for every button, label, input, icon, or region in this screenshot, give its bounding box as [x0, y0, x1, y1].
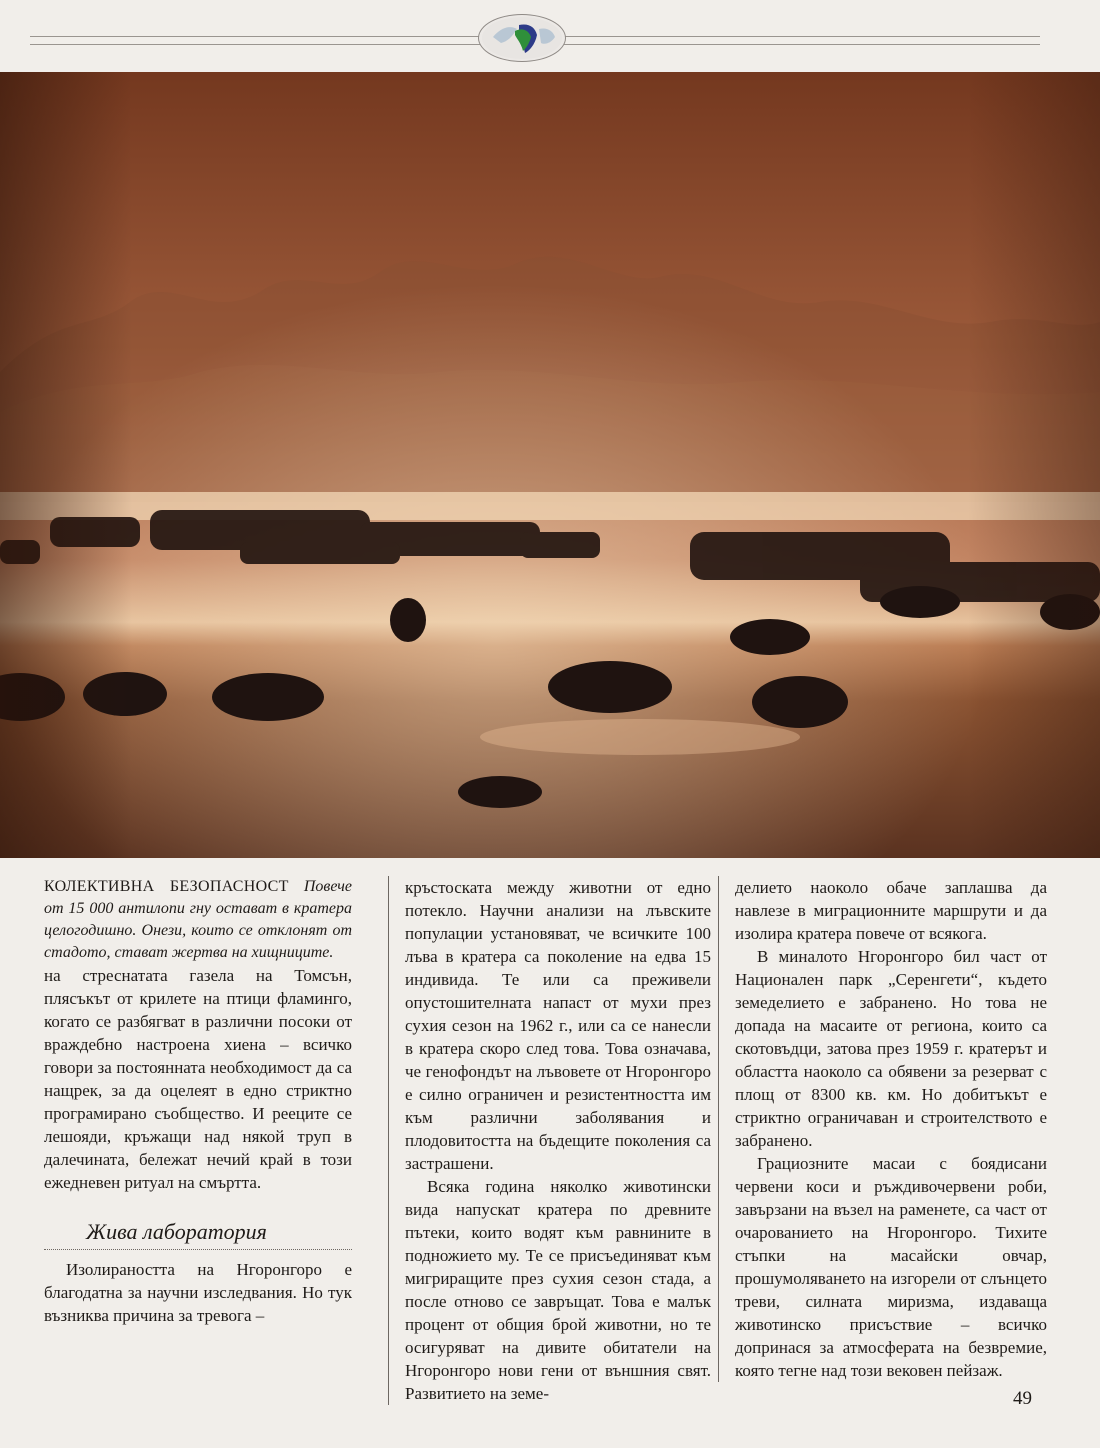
wildebeest-photo	[0, 72, 1100, 858]
paragraph: кръстоската между животни от едно потекло. Научни анализи на лъвските популации установяват, че всичките 100 лъва в кратера са поколение на едва 15 индивида. Те или са преживели опустошителната напаст от мухи през сухия сезон на 1962 г., или са се нанесли в кратера скоро след това. Това означава, че генофондът на лъвовете от Нгоронгоро е силно ограничен и резистентността им към различни заболявания и плодовитостта на бъдещите поколения са застрашени.	[405, 878, 711, 1173]
text-column-1	[44, 876, 352, 1327]
paragraph: Всяка година няколко животински вида напускат кратера по древните пътеки, които водят към равнините в подножието му. Те се присъединяват към мигриращите през сухия сезон стада, а после отново се завръщат. Това е малък процент от общия брой животни, но те осигуряват на дивите обитатели на Нгоронгоро нови гени от външния свят. Развитието на земе-	[405, 1177, 711, 1403]
paragraph: Грациозните масаи с боядисани червени коси и ръждивочервени роби, завързани на възел на раменете, са част от очарованието на Нгоронгоро. Тихите стъпки на масайски овчар, прошумоляването на изгорели от слънцето треви, силната миризма, издаваща животинско присъствие – всичко допринася за атмосферата на безвремие, която тегне над този вековен пейзаж.	[735, 1154, 1047, 1380]
globe-icon	[478, 14, 566, 62]
photo-caption	[44, 876, 352, 964]
caption-body: Повече от 15 000 антилопи гну остават в кратера целогодишно. Онези, които се отклонят от стадото, стават жертва на хищниците.	[44, 878, 352, 961]
paragraph: В миналото Нгоронгоро бил част от Национален парк „Серенгети“, където земеделието е забранено. Но това не допада на масаите от региона, които са скотовъдци, затова през 1959 г. кратерът и областта наоколо са обявени за резерват с площ от 8300 кв. км. Но добитъкът е стриктно ограничаван и строителството е забранено.	[735, 947, 1047, 1150]
paragraph: на стреснатата газела на Томсън, плясъкът от крилете на птици фламинго, когато се разбягват в различни посоки от враждебно настроена хиена – всичко говори за постоянната необходимост да са нащрек, за да оцелеят в едно стриктно програмирано съобщество. И рееците се лешояди, кръжащи над някой труп в далечината, бележат нечий край в този ежедневен ритуал на смъртта.	[44, 966, 352, 1192]
paragraph: Изолираността на Нгоронгоро е благодатна за научни изследвания. Но тук възниква причина за тревога –	[44, 1260, 352, 1325]
page-number: 49	[1013, 1388, 1032, 1409]
text-column-2	[388, 876, 711, 1405]
text-column-3	[718, 876, 1047, 1382]
paragraph: делието наоколо обаче заплашва да навлезе в миграционните маршрути и да изолира кратера повече от всякога.	[735, 878, 1047, 943]
caption-heading: КОЛЕКТИВНА БЕЗОПАСНОСТ	[44, 878, 289, 895]
section-heading: Жива лаборатория	[44, 1220, 352, 1250]
